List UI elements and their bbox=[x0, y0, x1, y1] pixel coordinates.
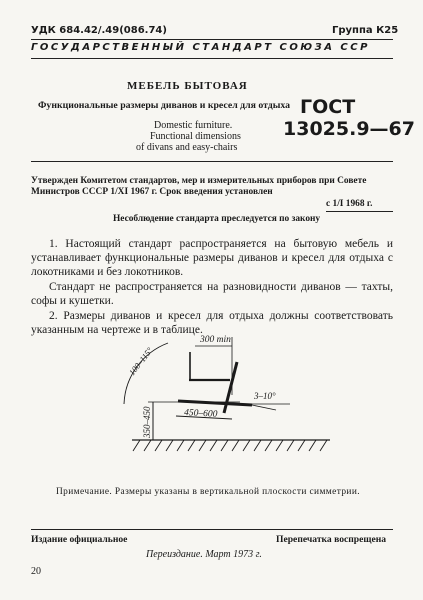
seat-line bbox=[178, 401, 252, 405]
note: Примечание. Размеры указаны в вертикальной плоскости симметрии. bbox=[56, 487, 360, 497]
udk-code: УДК 684.42/.49(086.74) bbox=[31, 25, 167, 36]
english-title-line1: Domestic furniture. bbox=[154, 120, 233, 131]
seat-height-label: 350–450 bbox=[142, 406, 152, 438]
seat-depth-label: 450–600 bbox=[183, 408, 218, 420]
paragraph-2: Стандарт не распространяется на разновидности диванов — тахты, софы и кушетки. bbox=[31, 281, 393, 307]
legal-warning: Несоблюдение стандарта преследуется по закону bbox=[113, 214, 321, 224]
group-code: Группа К25 bbox=[332, 25, 399, 36]
floor-hatch bbox=[133, 440, 327, 451]
effective-date: с 1/I 1968 г. bbox=[326, 199, 373, 209]
document-title: МЕБЕЛЬ БЫТОВАЯ bbox=[127, 80, 248, 92]
gost-label: ГОСТ bbox=[300, 96, 356, 118]
approval-line-1: Утвержден Комитетом стандартов, мер и измерительных приборов при Совете bbox=[31, 176, 367, 186]
paragraph-3: 2. Размеры диванов и кресел для отдыха должны соответствовать указанным на чертеже и в таблице. bbox=[31, 310, 393, 336]
reprint-forbidden: Перепечатка воспрещена bbox=[276, 534, 387, 545]
backrest-min-label: 300 min bbox=[200, 335, 231, 345]
footer-rule bbox=[31, 529, 393, 530]
approval-line-2: Министров СССР 1/XI 1967 г. Срок введения установлен bbox=[31, 187, 273, 197]
paragraph-1: 1. Настоящий стандарт распространяется на бытовую мебель и устанавливает функциональные размеры диванов и кресел для отдыха с локотниками и без локотников. bbox=[31, 238, 393, 278]
official-edition: Издание официальное bbox=[31, 534, 128, 545]
back-angle-label: 100–115° bbox=[126, 345, 155, 378]
gost-number: 13025.9—67 bbox=[283, 118, 415, 140]
reprint-date: Переиздание. Март 1973 г. bbox=[146, 549, 262, 560]
seat-angle-label: 3–10° bbox=[254, 391, 276, 401]
english-title-line3: of divans and easy-chairs bbox=[136, 142, 238, 153]
page-number: 20 bbox=[31, 566, 41, 577]
standard-banner: ГОСУДАРСТВЕННЫЙ СТАНДАРТ СОЮЗА ССР bbox=[31, 42, 370, 53]
document-subtitle: Функциональные размеры диванов и кресел для отдыха bbox=[38, 100, 291, 111]
english-title-line2: Functional dimensions bbox=[150, 131, 241, 142]
